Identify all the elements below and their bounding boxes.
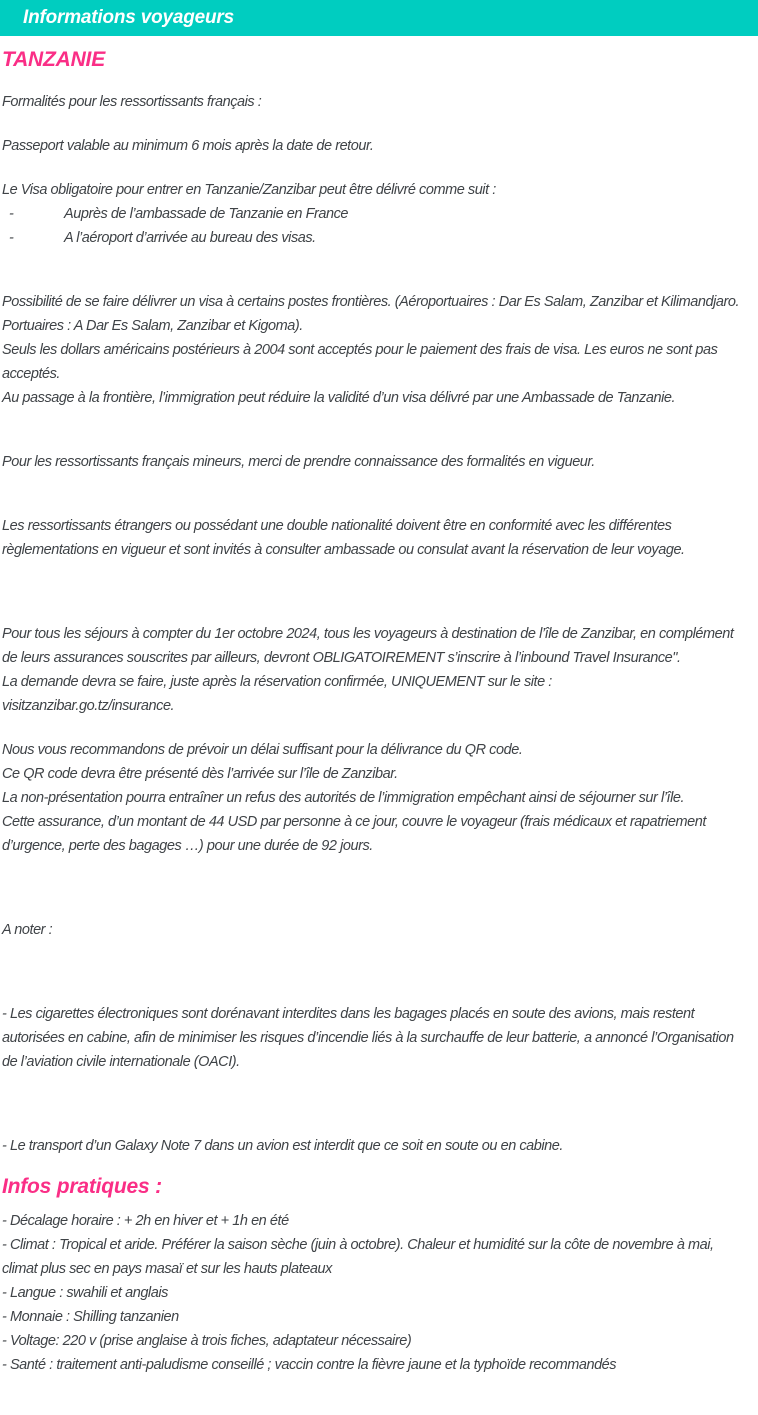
paragraph	[2, 410, 748, 430]
paragraph	[2, 158, 748, 178]
paragraph	[2, 1281, 748, 1305]
paragraph-text: - Décalage horaire : + 2h en hiver et + 1h en été	[2, 1213, 289, 1229]
infos-pratiques-section	[2, 1209, 748, 1377]
page-title: Informations voyageurs	[23, 7, 234, 28]
paragraph-text: La non-présentation pourra entraîner un refus des autorités de l’immigration empêchant ainsi de séjourner sur l’île.	[2, 790, 685, 806]
paragraph	[2, 562, 748, 582]
paragraph	[2, 90, 748, 114]
bullet-dash: -	[9, 206, 14, 222]
paragraph	[2, 290, 748, 338]
paragraph-text: Pour tous les séjours à compter du 1er octobre 2024, tous les voyageurs à destination de l’île de Zanzibar, en complément de leurs assurances souscrites par ailleurs, devront OBLIGATOIREMENT s’inscrire à l’inbound Travel Insurance".	[2, 626, 734, 666]
paragraph	[2, 962, 748, 982]
paragraph	[2, 918, 748, 942]
paragraph-text: A noter :	[2, 922, 53, 938]
paragraph	[2, 1114, 748, 1134]
paragraph	[2, 1233, 748, 1281]
paragraph-text: Auprès de l’ambassade de Tanzanie en France	[64, 206, 349, 222]
paragraph	[2, 450, 748, 474]
paragraph	[2, 178, 748, 202]
paragraph-text: - Monnaie : Shilling tanzanien	[2, 1309, 179, 1325]
paragraph	[2, 1329, 748, 1353]
infos-pratiques-heading: Infos pratiques :	[2, 1175, 162, 1198]
paragraph	[2, 670, 748, 694]
paragraph	[2, 738, 748, 762]
paragraph	[2, 858, 748, 878]
paragraph	[2, 786, 748, 810]
paragraph	[2, 1353, 748, 1377]
paragraph-text: - Climat : Tropical et aride. Préférer la saison sèche (juin à octobre). Chaleur et humidité sur la côte de novembre à mai, climat plus sec en pays masaï et sur les hauts plateaux	[2, 1237, 714, 1277]
paragraph-text: - Le transport d’un Galaxy Note 7 dans un avion est interdit que ce soit en soute ou en cabine.	[2, 1138, 563, 1154]
document-body	[0, 46, 758, 1397]
paragraph	[2, 226, 748, 250]
paragraph-text: - Voltage: 220 v (prise anglaise à trois fiches, adaptateur nécessaire)	[2, 1333, 412, 1349]
paragraph	[2, 338, 748, 386]
paragraph	[2, 898, 748, 918]
paragraph-text: Cette assurance, d’un montant de 44 USD par personne à ce jour, couvre le voyageur (frais médicaux et rapatriement d’urgence, perte des bagages …) pour une durée de 92 jours.	[2, 814, 706, 854]
formalities-section	[2, 90, 748, 1158]
paragraph-text: Ce QR code devra être présenté dès l’arrivée sur l’île de Zanzibar.	[2, 766, 398, 782]
paragraph-text: Seuls les dollars américains postérieurs à 2004 sont acceptés pour le paiement des frais de visa. Les euros ne sont pas acceptés.	[2, 342, 718, 382]
paragraph	[2, 942, 748, 962]
paragraph-text: - Santé : traitement anti-paludisme conseillé ; vaccin contre la fièvre jaune et la typhoïde recommandés	[2, 1357, 617, 1373]
paragraph-text: Possibilité de se faire délivrer un visa à certains postes frontières. (Aéroportuaires : Dar Es Salam, Zanzibar et Kilimandjaro. Portuaires : A Dar Es Salam, Zanzibar et Kigoma).	[2, 294, 740, 334]
paragraph	[2, 270, 748, 290]
paragraph	[2, 430, 748, 450]
paragraph	[2, 810, 748, 858]
paragraph	[2, 1305, 748, 1329]
paragraph	[2, 622, 748, 670]
paragraph	[2, 386, 748, 410]
paragraph	[2, 1074, 748, 1094]
paragraph	[2, 494, 748, 514]
paragraph	[2, 1209, 748, 1233]
paragraph-text: Pour les ressortissants français mineurs, merci de prendre connaissance des formalités en vigueur.	[2, 454, 595, 470]
paragraph	[2, 474, 748, 494]
paragraph-text: Les ressortissants étrangers ou possédant une double nationalité doivent être en conformité avec les différentes règlementations en vigueur et sont invités à consulter ambassade ou consulat avant la réservation de leur voyage.	[2, 518, 685, 558]
paragraph-text: visitzanzibar.go.tz/insurance.	[2, 698, 175, 714]
paragraph-text: Passeport valable au minimum 6 mois après la date de retour.	[2, 138, 374, 154]
header-bar	[0, 0, 758, 36]
paragraph	[2, 582, 748, 602]
paragraph	[2, 202, 748, 226]
paragraph	[2, 514, 748, 562]
paragraph-text: Le Visa obligatoire pour entrer en Tanzanie/Zanzibar peut être délivré comme suit :	[2, 182, 496, 198]
paragraph-text: A l’aéroport d’arrivée au bureau des visas.	[64, 230, 316, 246]
paragraph	[2, 602, 748, 622]
paragraph	[2, 718, 748, 738]
paragraph	[2, 878, 748, 898]
country-heading: TANZANIE	[2, 48, 106, 71]
paragraph	[2, 762, 748, 786]
paragraph-text: - Langue : swahili et anglais	[2, 1285, 168, 1301]
paragraph	[2, 694, 748, 718]
paragraph	[2, 250, 748, 270]
paragraph-text: Nous vous recommandons de prévoir un délai suffisant pour la délivrance du QR code.	[2, 742, 523, 758]
paragraph-text: Au passage à la frontière, l’immigration peut réduire la validité d’un visa délivré par une Ambassade de Tanzanie.	[2, 390, 676, 406]
paragraph-text: La demande devra se faire, juste après la réservation confirmée, UNIQUEMENT sur le site :	[2, 674, 552, 690]
paragraph	[2, 134, 748, 158]
paragraph	[2, 982, 748, 1002]
paragraph	[2, 1094, 748, 1114]
paragraph-text: - Les cigarettes électroniques sont dorénavant interdites dans les bagages placés en soute des avions, mais restent autorisées en cabine, afin de minimiser les risques d’incendie liés à la surchauffe de leur batterie, a annoncé l’Organisation de l’aviation civile internationale (OACI).	[2, 1006, 734, 1070]
paragraph-text: Formalités pour les ressortissants français :	[2, 94, 262, 110]
paragraph	[2, 1002, 748, 1074]
paragraph	[2, 1134, 748, 1158]
bullet-dash: -	[9, 230, 14, 246]
paragraph	[2, 114, 748, 134]
